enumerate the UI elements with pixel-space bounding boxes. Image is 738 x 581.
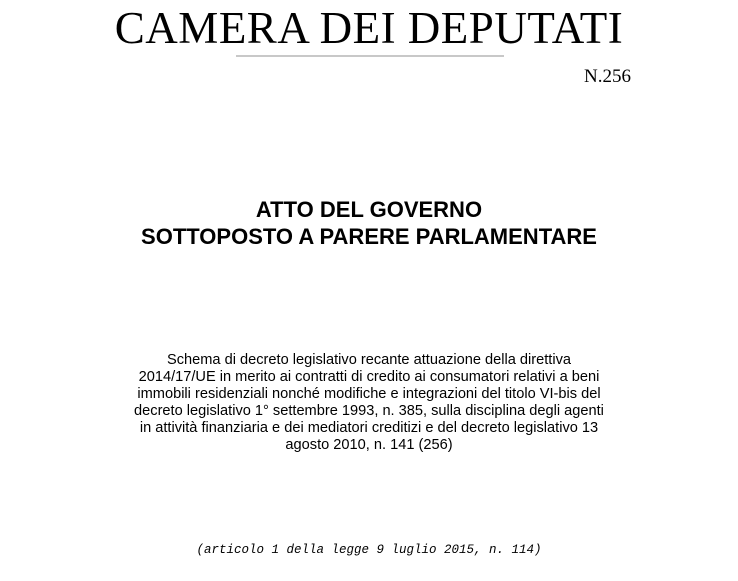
- description-line: 2014/17/UE in merito ai contratti di credito ai consumatori relativi a beni: [138, 369, 600, 385]
- description-line: immobili residenziali nonché modifiche e integrazioni del titolo VI-bis del: [137, 386, 601, 402]
- act-title: [0, 196, 738, 250]
- header-divider: [236, 55, 504, 57]
- description-line: Schema di decreto legislativo recante attuazione della direttiva: [167, 352, 571, 368]
- description-line: in attività finanziaria e dei mediatori creditizi e del decreto legislativo 13: [139, 420, 599, 436]
- description-line: decreto legislativo 1° settembre 1993, n. 385, sulla disciplina degli agenti: [134, 403, 604, 419]
- description-line: agosto 2010, n. 141 (256): [285, 437, 453, 453]
- document-number: N.256: [584, 66, 631, 87]
- legal-reference-note: (articolo 1 della legge 9 luglio 2015, n. 114): [196, 543, 542, 557]
- act-description: [0, 352, 738, 454]
- act-title-line: SOTTOPOSTO A PARERE PARLAMENTARE: [141, 224, 597, 249]
- act-title-line: ATTO DEL GOVERNO: [255, 197, 483, 222]
- institution-title: CAMERA DEI DEPUTATI: [114, 3, 624, 53]
